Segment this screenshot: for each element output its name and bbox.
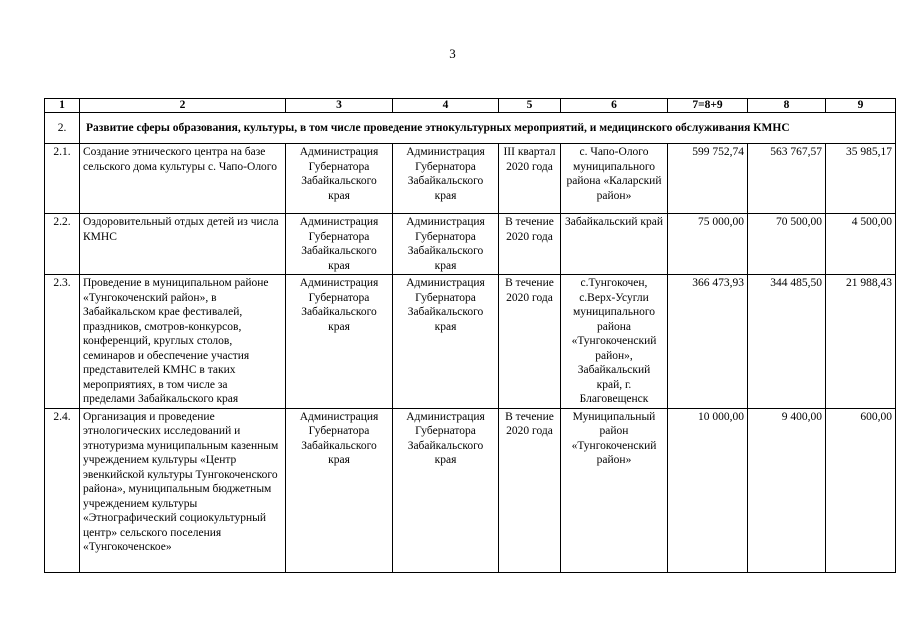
term-cell: В течение 2020 года xyxy=(499,275,561,409)
section-title: Развитие сферы образования, культуры, в том числе проведение этнокультурных мероприятий, и медицинского обслуживания КМНС xyxy=(80,113,896,144)
section-number: 2. xyxy=(45,113,80,144)
term-cell: В течение 2020 года xyxy=(499,214,561,275)
page-number: 3 xyxy=(449,46,456,61)
federal-amount: 9 400,00 xyxy=(748,408,826,572)
federal-amount: 70 500,00 xyxy=(748,214,826,275)
header-cell: 4 xyxy=(393,99,499,113)
header-cell: 2 xyxy=(80,99,286,113)
place-cell: с.Тунгокочен, с.Верх-Усугли муниципального района «Тунгокоченский район», Забайкальский край, г. Благовещенск xyxy=(561,275,668,409)
regional-amount: 21 988,43 xyxy=(826,275,896,409)
executor-cell: Администрация Губернатора Забайкальского края xyxy=(393,144,499,214)
measure-name: Оздоровительный отдых детей из числа КМНС xyxy=(80,214,286,275)
table-row xyxy=(45,144,896,214)
row-number: 2.1. xyxy=(45,144,80,214)
table-row xyxy=(45,275,896,409)
row-number: 2.3. xyxy=(45,275,80,409)
total-amount: 75 000,00 xyxy=(668,214,748,275)
section-row xyxy=(45,113,896,144)
term-cell: III квартал 2020 года xyxy=(499,144,561,214)
header-cell: 8 xyxy=(748,99,826,113)
customer-cell: Администрация Губернатора Забайкальского края xyxy=(286,214,393,275)
regional-amount: 600,00 xyxy=(826,408,896,572)
regional-amount: 4 500,00 xyxy=(826,214,896,275)
header-cell: 1 xyxy=(45,99,80,113)
header-row xyxy=(45,99,896,113)
measure-name: Проведение в муниципальном районе «Тунгокоченский район», в Забайкальском крае фестивалей, праздников, смотров-конкурсов, конференций, круглых столов, семинаров и обеспечение участия представителей КМНС в таких мероприятиях, в том числе за пределами Забайкальского края xyxy=(80,275,286,409)
header-cell: 3 xyxy=(286,99,393,113)
place-cell: Забайкальский край xyxy=(561,214,668,275)
total-amount: 366 473,93 xyxy=(668,275,748,409)
customer-cell: Администрация Губернатора Забайкальского края xyxy=(286,275,393,409)
place-cell: с. Чапо-Олого муниципального района «Каларский район» xyxy=(561,144,668,214)
table-body xyxy=(45,99,896,573)
executor-cell: Администрация Губернатора Забайкальского края xyxy=(393,275,499,409)
measure-name: Создание этнического центра на базе сельского дома культуры с. Чапо-Олого xyxy=(80,144,286,214)
header-cell: 7=8+9 xyxy=(668,99,748,113)
table-row xyxy=(45,214,896,275)
customer-cell: Администрация Губернатора Забайкальского края xyxy=(286,144,393,214)
federal-amount: 344 485,50 xyxy=(748,275,826,409)
table-row xyxy=(45,408,896,572)
federal-amount: 563 767,57 xyxy=(748,144,826,214)
total-amount: 10 000,00 xyxy=(668,408,748,572)
header-cell: 6 xyxy=(561,99,668,113)
executor-cell: Администрация Губернатора Забайкальского края xyxy=(393,214,499,275)
term-cell: В течение 2020 года xyxy=(499,408,561,572)
customer-cell: Администрация Губернатора Забайкальского края xyxy=(286,408,393,572)
row-number: 2.2. xyxy=(45,214,80,275)
row-number: 2.4. xyxy=(45,408,80,572)
header-cell: 9 xyxy=(826,99,896,113)
total-amount: 599 752,74 xyxy=(668,144,748,214)
measure-name: Организация и проведение этнологических исследований и этнотуризма муниципальным казенным учреждением культуры «Центр эвенкийской культуры Тунгокоченского района», муниципальным бюджетным учреждением культуры «Этнографический социокультурный центр» сельского поселения «Тунгокоченское» xyxy=(80,408,286,572)
executor-cell: Администрация Губернатора Забайкальского края xyxy=(393,408,499,572)
measures-table xyxy=(44,98,896,573)
header-cell: 5 xyxy=(499,99,561,113)
place-cell: Муниципальный район «Тунгокоченский район» xyxy=(561,408,668,572)
regional-amount: 35 985,17 xyxy=(826,144,896,214)
